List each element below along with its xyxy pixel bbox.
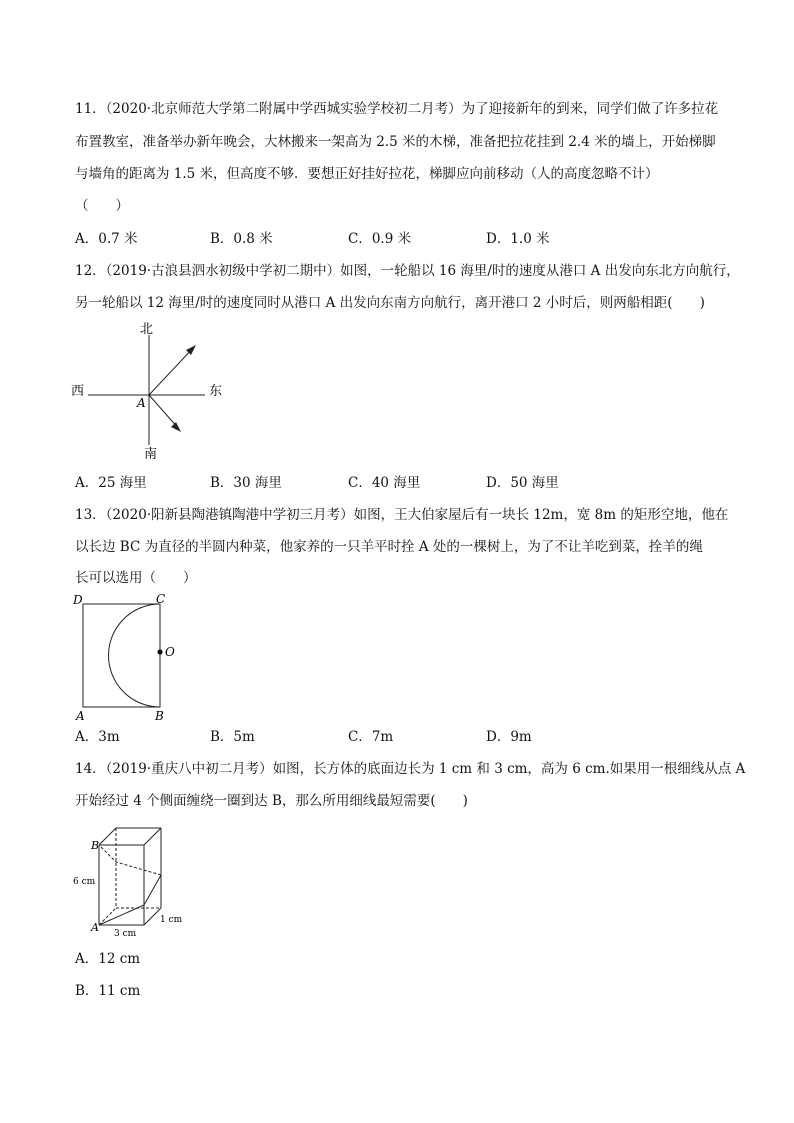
- semicircle-bc: [109, 604, 160, 707]
- q12-option-a: A．25 海里: [75, 475, 147, 491]
- q11-option-c: C．0.9 米: [348, 231, 412, 247]
- label-d: D: [73, 593, 83, 607]
- southeast-arrowhead: [171, 422, 181, 432]
- rectangle-abcd: [83, 604, 160, 707]
- q11-line-2: 布置教室，准备举办新年晚会，大林搬来一架高为 2.5 米的木梯，准备把拉花挂到 2.4 米的墙上，开始梯脚: [75, 134, 716, 150]
- label-o: O: [165, 645, 175, 659]
- q12-option-c: C．40 海里: [348, 475, 421, 491]
- height-label: 6 cm: [73, 877, 96, 887]
- q13-option-a: A．3m: [75, 729, 120, 745]
- q11-option-a: A．0.7 米: [75, 231, 138, 247]
- q12-line-1: 12．（2019·古浪县泗水初级中学初二期中）如图，一轮船以 16 海里/时的速度从港口 A 出发向东北方向航行，: [75, 263, 740, 279]
- q13-option-b: B．5m: [210, 729, 255, 745]
- east-label: 东: [209, 384, 223, 399]
- q13-line-2: 以长边 BC 为直径的半圆内种菜，他家养的一只羊平时拴 A 处的一棵树上，为了不让羊吃到菜，拴羊的绳: [75, 539, 703, 555]
- q14-cuboid-figure: [70, 820, 200, 940]
- label-a: A: [76, 709, 85, 723]
- q14-options-row-2: [75, 982, 735, 1000]
- q13-rectangle-figure: [70, 590, 190, 725]
- q11-option-b: B．0.8 米: [210, 231, 273, 247]
- label-b: B: [155, 709, 164, 723]
- q11-line-1: 11．（2020·北京师范大学第二附属中学西城实验学校初二月考）为了迎接新年的到来，同学们做了许多拉花: [75, 101, 719, 117]
- q11-line-3: 与墙角的距离为 1.5 米，但高度不够．要想正好挂好拉花，梯脚应向前移动（人的高度忽略不计）: [75, 166, 659, 182]
- q11-option-d: D．1.0 米: [486, 231, 550, 247]
- label-b: B: [91, 839, 100, 852]
- northeast-route: [149, 347, 194, 395]
- q12-option-b: B．30 海里: [210, 475, 282, 491]
- q14-option-b: B．11 cm: [75, 983, 141, 999]
- q14-options-row-1: [75, 950, 735, 968]
- q13-options: [75, 728, 735, 746]
- q13-line-1: 13．（2020·阳新县陶港镇陶港中学初三月考）如图，王大伯家屋后有一块长 12m，宽 8m 的矩形空地，他在: [75, 507, 729, 523]
- q14-line-1: 14．（2019·重庆八中初二月考）如图，长方体的底面边长为 1 cm 和 3 cm，高为 6 cm.如果用一根细线从点 A: [75, 761, 746, 777]
- q12-compass-figure: [60, 315, 240, 465]
- q14-option-a: A．12 cm: [75, 951, 141, 967]
- label-c: C: [156, 592, 166, 606]
- width-label: 1 cm: [160, 915, 183, 925]
- length-label: 3 cm: [114, 929, 137, 939]
- west-label: 西: [71, 384, 85, 399]
- q11-options: [75, 230, 735, 248]
- q12-options: [75, 474, 735, 492]
- q12-line-2: 另一轮船以 12 海里/时的速度同时从港口 A 出发向东南方向航行，离开港口 2 小时后，则两船相距( ): [75, 295, 705, 311]
- q14-line-2: 开始经过 4 个侧面缠绕一圈到达 B，那么所用细线最短需要( ): [75, 793, 468, 809]
- q13-option-d: D．9m: [486, 729, 532, 745]
- q13-option-c: C．7m: [348, 729, 394, 745]
- q12-option-d: D．50 海里: [486, 475, 559, 491]
- label-a: A: [91, 921, 99, 934]
- north-label: 北: [140, 322, 154, 337]
- south-label: 南: [144, 447, 158, 462]
- q11-line-4: （ ）: [75, 198, 129, 214]
- thread-hidden-path: [99, 845, 161, 875]
- q13-line-3: 长可以选用（ ）: [75, 570, 197, 586]
- center-point-o: [157, 649, 162, 654]
- point-a-label: A: [137, 396, 146, 410]
